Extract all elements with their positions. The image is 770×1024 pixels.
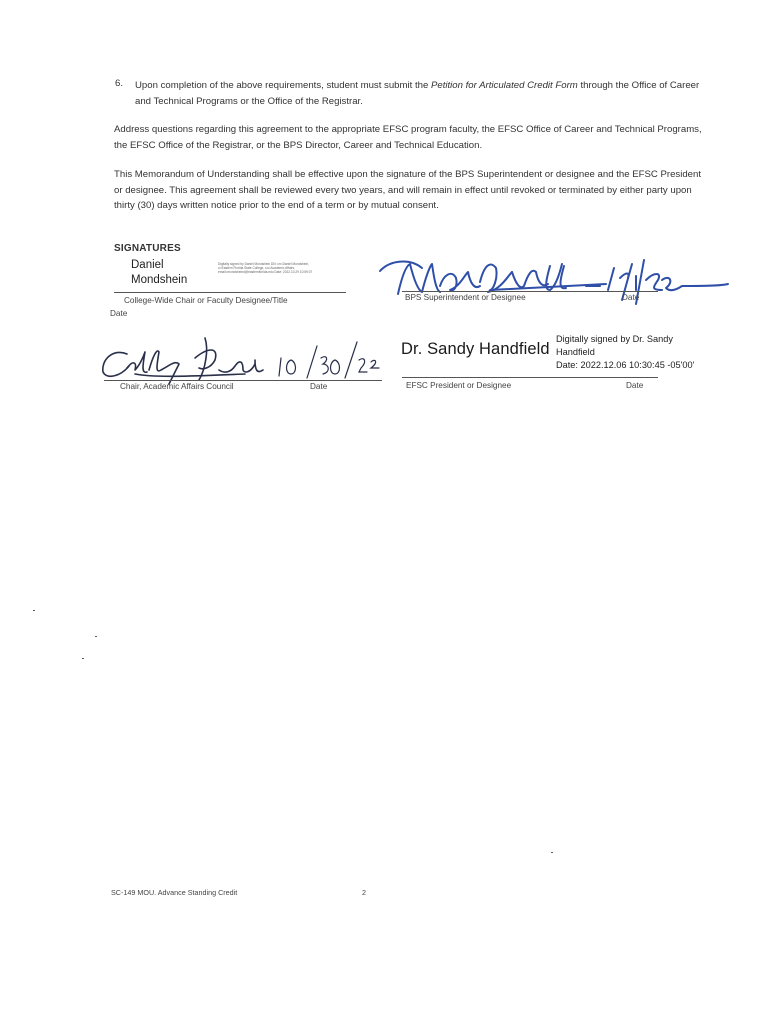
scan-speck — [551, 852, 553, 853]
list-number: 6. — [115, 78, 124, 89]
signature-line — [114, 292, 346, 293]
date-label: Date — [626, 381, 644, 390]
questions-paragraph: Address questions regarding this agreement to the appropriate EFSC program faculty, the EFSC Office of Career and Technical Programs, the EFSC Office of the Registrar, or the BPS Director, Career and Technical Education. — [114, 124, 702, 151]
signer-last-name: Mondshein — [131, 274, 188, 286]
signature-line — [402, 291, 658, 292]
digital-signature-note: Digitally signed by Daniel Mondshein DN: cn=Daniel Mondshein, o=Eastern Florida State College, ou=Academic Affairs, email=mondsheind@easternflorida.edu Date: 2022.10.29 10:59:07 — [218, 262, 313, 275]
item-text-before: Upon completion of the above requirements, student must submit the — [135, 80, 431, 91]
signature-line — [402, 377, 658, 378]
digital-signature-line: Digitally signed by Dr. Sandy — [556, 334, 673, 344]
footer-document-id: SC-149 MOU. Advance Standing Credit — [111, 888, 238, 897]
signature-title-label: Chair, Academic Affairs Council — [120, 382, 234, 391]
signer-first-name: Daniel — [131, 259, 164, 271]
scan-speck — [33, 610, 35, 611]
requirement-item-text — [135, 78, 715, 109]
item-text-after: through the Office of Career and Technical Programs or the Office of the Registrar. — [135, 80, 700, 107]
scan-speck — [82, 658, 84, 659]
scan-speck — [95, 636, 97, 637]
signature-title-label: BPS Superintendent or Designee — [405, 293, 526, 302]
page-number: 2 — [362, 888, 366, 897]
digital-signature-date: Date: 2022.12.06 10:30:45 -05'00' — [556, 360, 695, 370]
form-name: Petition for Articulated Credit Form — [430, 80, 578, 91]
date-label: Date — [110, 309, 128, 318]
date-label: Date — [622, 293, 640, 302]
digital-signature-line: Handfield — [556, 347, 595, 357]
mou-paragraph: This Memorandum of Understanding shall be effective upon the signature of the BPS Superintendent or designee and the EFSC President or designee. This agreement shall be reviewed every two years, and will remain in effect until revoked or terminated by either party upon thirty (30) days written notice prior to the end of a term or by mutual consent. — [114, 169, 701, 211]
printed-signer-name: Dr. Sandy Handfield — [401, 340, 550, 358]
date-label: Date — [310, 382, 328, 391]
signatures-heading: SIGNATURES — [114, 243, 181, 254]
signature-title-label: EFSC President or Designee — [406, 381, 512, 390]
signature-line — [104, 380, 382, 381]
signature-title-label: College-Wide Chair or Faculty Designee/Title — [124, 296, 288, 305]
